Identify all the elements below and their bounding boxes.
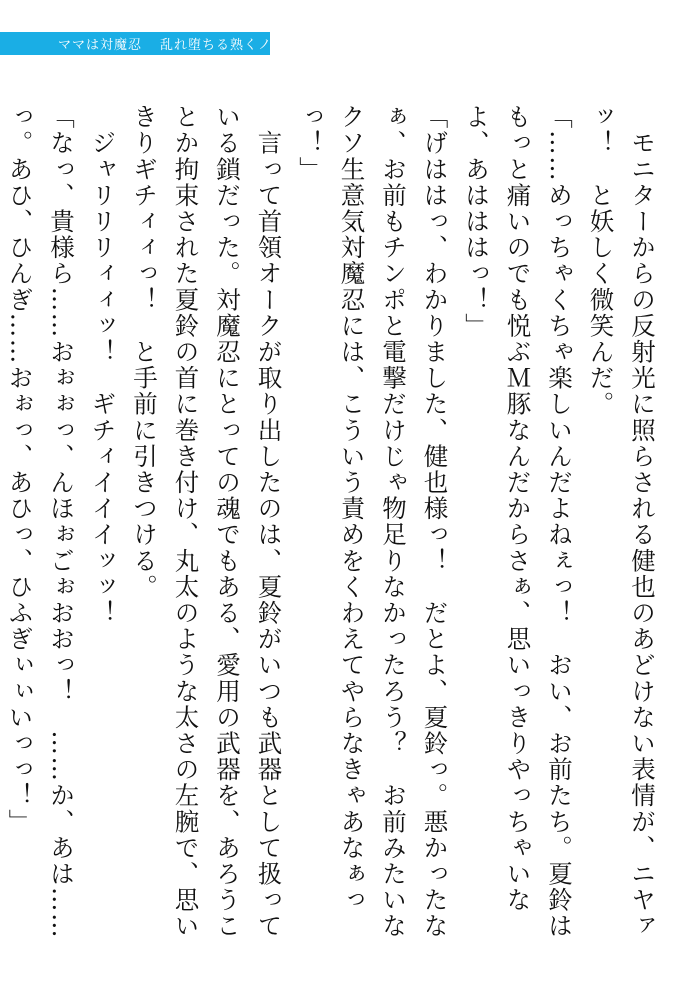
paragraph: ジャリリリィィッ！ ギチィイイイッッ！	[88, 104, 118, 626]
book-subtitle: 乱れ堕ちる熟くノ一	[160, 38, 287, 53]
vertical-text-body	[5, 104, 663, 964]
book-title: ママは対魔忍	[58, 38, 143, 53]
paragraph: 「……めっちゃくちゃ楽しいんだよねぇっ！ おい、お前たち。夏鈴はもっと痛いのでも悦ぶＭ豚なんだからさぁ、思いっきりやっちゃいなよ、あはははっ！」	[462, 104, 574, 940]
header-bar	[0, 32, 287, 55]
paragraph: モニターからの反射光に照らされる健也のあどけない表情が、ニヤァッ！ と妖しく微笑んだ。	[586, 104, 657, 940]
paragraph: 「なっ、貴様ら……おぉぉっ、んほぉごぉおおっ！ ……か、あは……っ。あひ、ひんぎ……おぉっ、あひっ、ひふぎぃぃいっっ！」	[5, 104, 76, 940]
paragraph: 言って首領オークが取り出したのは、夏鈴がいつも武器として扱っている鎖だった。対魔忍にとっての魂でもある、愛用の武器を、あろうことか拘束された夏鈴の首に巻き付け、丸太のような太さの左腕で、思いきりギチィィっ！ と手前に引きつける。	[130, 104, 284, 940]
paragraph: 「げははっ、わかりました、健也様っ！ だとよ、夏鈴っ。悪かったなぁ、お前もチンポと電撃だけじゃ物足りなかったろう？ お前みたいなクソ生意気対魔忍には、こういう責めをくわえてやらなきゃあなぁっっ！」	[296, 104, 450, 940]
